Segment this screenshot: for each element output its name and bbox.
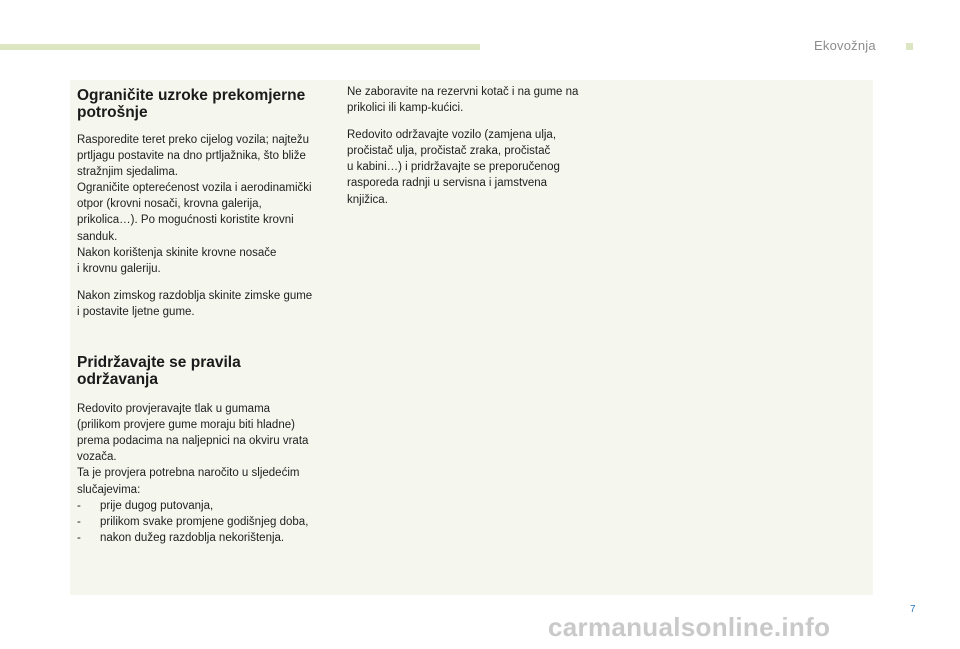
paragraph-spare-wheel	[347, 84, 602, 116]
heading-text: održavanja	[77, 371, 158, 389]
text-line: u kabini…) i pridržavajte se preporučenog	[347, 161, 560, 174]
list-item-text: prilikom svake promjene godišnjeg doba,	[100, 515, 309, 528]
text-line: otpor (krovni nosači, krovna galerija,	[77, 198, 262, 211]
list-item-text: nakon dužeg razdoblja nekorištenja.	[100, 531, 285, 544]
list-dash: -	[77, 531, 81, 544]
pressure-check-list	[77, 498, 332, 546]
section-heading-consumption	[77, 87, 332, 121]
watermark-text: carmanualsonline.info	[548, 612, 831, 642]
list-item	[77, 530, 332, 546]
text-line: Rasporedite teret preko cijelog vozila; najtežu	[77, 134, 310, 146]
text-line: Ta je provjera potrebna naročito u sljedećim	[77, 467, 300, 480]
text-line: pročistač ulja, pročistač zraka, pročistač	[347, 145, 551, 158]
section-heading-maintenance	[77, 354, 332, 388]
list-dash: -	[77, 515, 81, 528]
text-line: sanduk.	[77, 230, 118, 243]
text-line: prikolica…). Po mogućnosti koristite krovni	[77, 214, 294, 227]
left-column	[77, 80, 332, 546]
header-accent-bar	[0, 44, 480, 50]
text-line: (prilikom provjere gume moraju biti hladne)	[77, 419, 295, 432]
page-number: 7	[910, 604, 916, 615]
text-line: i krovnu galeriju.	[77, 262, 161, 275]
content-panel	[70, 80, 873, 595]
header-square-marker	[906, 43, 913, 50]
text-line: Nakon zimskog razdoblja skinite zimske gume	[77, 289, 313, 302]
text-line: Redovito provjeravajte tlak u gumama	[77, 403, 271, 416]
text-line: prema podacima na naljepnici na okviru vrata	[77, 435, 309, 448]
text-line: Nakon korištenja skinite krovne nosače	[77, 246, 277, 259]
text-line: Ograničite opterećenost vozila i aerodinamički	[77, 182, 312, 195]
heading-text: Ograničite uzroke prekomjerne potrošnje	[77, 87, 306, 121]
paragraph-load	[77, 132, 332, 277]
text-line: stražnjim sjedalima.	[77, 166, 178, 179]
text-line: slučajevima:	[77, 483, 141, 496]
list-dash: -	[77, 499, 81, 512]
list-item-text: prije dugog putovanja,	[100, 499, 214, 512]
list-item	[77, 514, 332, 530]
list-item	[77, 498, 332, 514]
text-line: Ne zaboravite na rezervni kotač i na gume na	[347, 86, 579, 98]
text-line: Redovito održavajte vozilo (zamjena ulja,	[347, 129, 557, 142]
heading-text: Pridržavajte se pravila	[77, 354, 241, 372]
section-title: Ekovožnja	[814, 38, 876, 53]
text-line: rasporeda radnji u servisna i jamstvena	[347, 177, 548, 190]
right-column	[347, 80, 602, 208]
text-line: vozača.	[77, 451, 117, 464]
paragraph-pressure	[77, 401, 332, 498]
text-line: i postavite ljetne gume.	[77, 305, 195, 318]
text-line: prtljagu postavite na dno prtljažnika, što bliže	[77, 150, 306, 163]
paragraph-tyres	[77, 288, 332, 320]
paragraph-servicing	[347, 127, 602, 207]
text-line: knjižica.	[347, 193, 388, 206]
text-line: prikolici ili kamp-kućici.	[347, 102, 464, 115]
